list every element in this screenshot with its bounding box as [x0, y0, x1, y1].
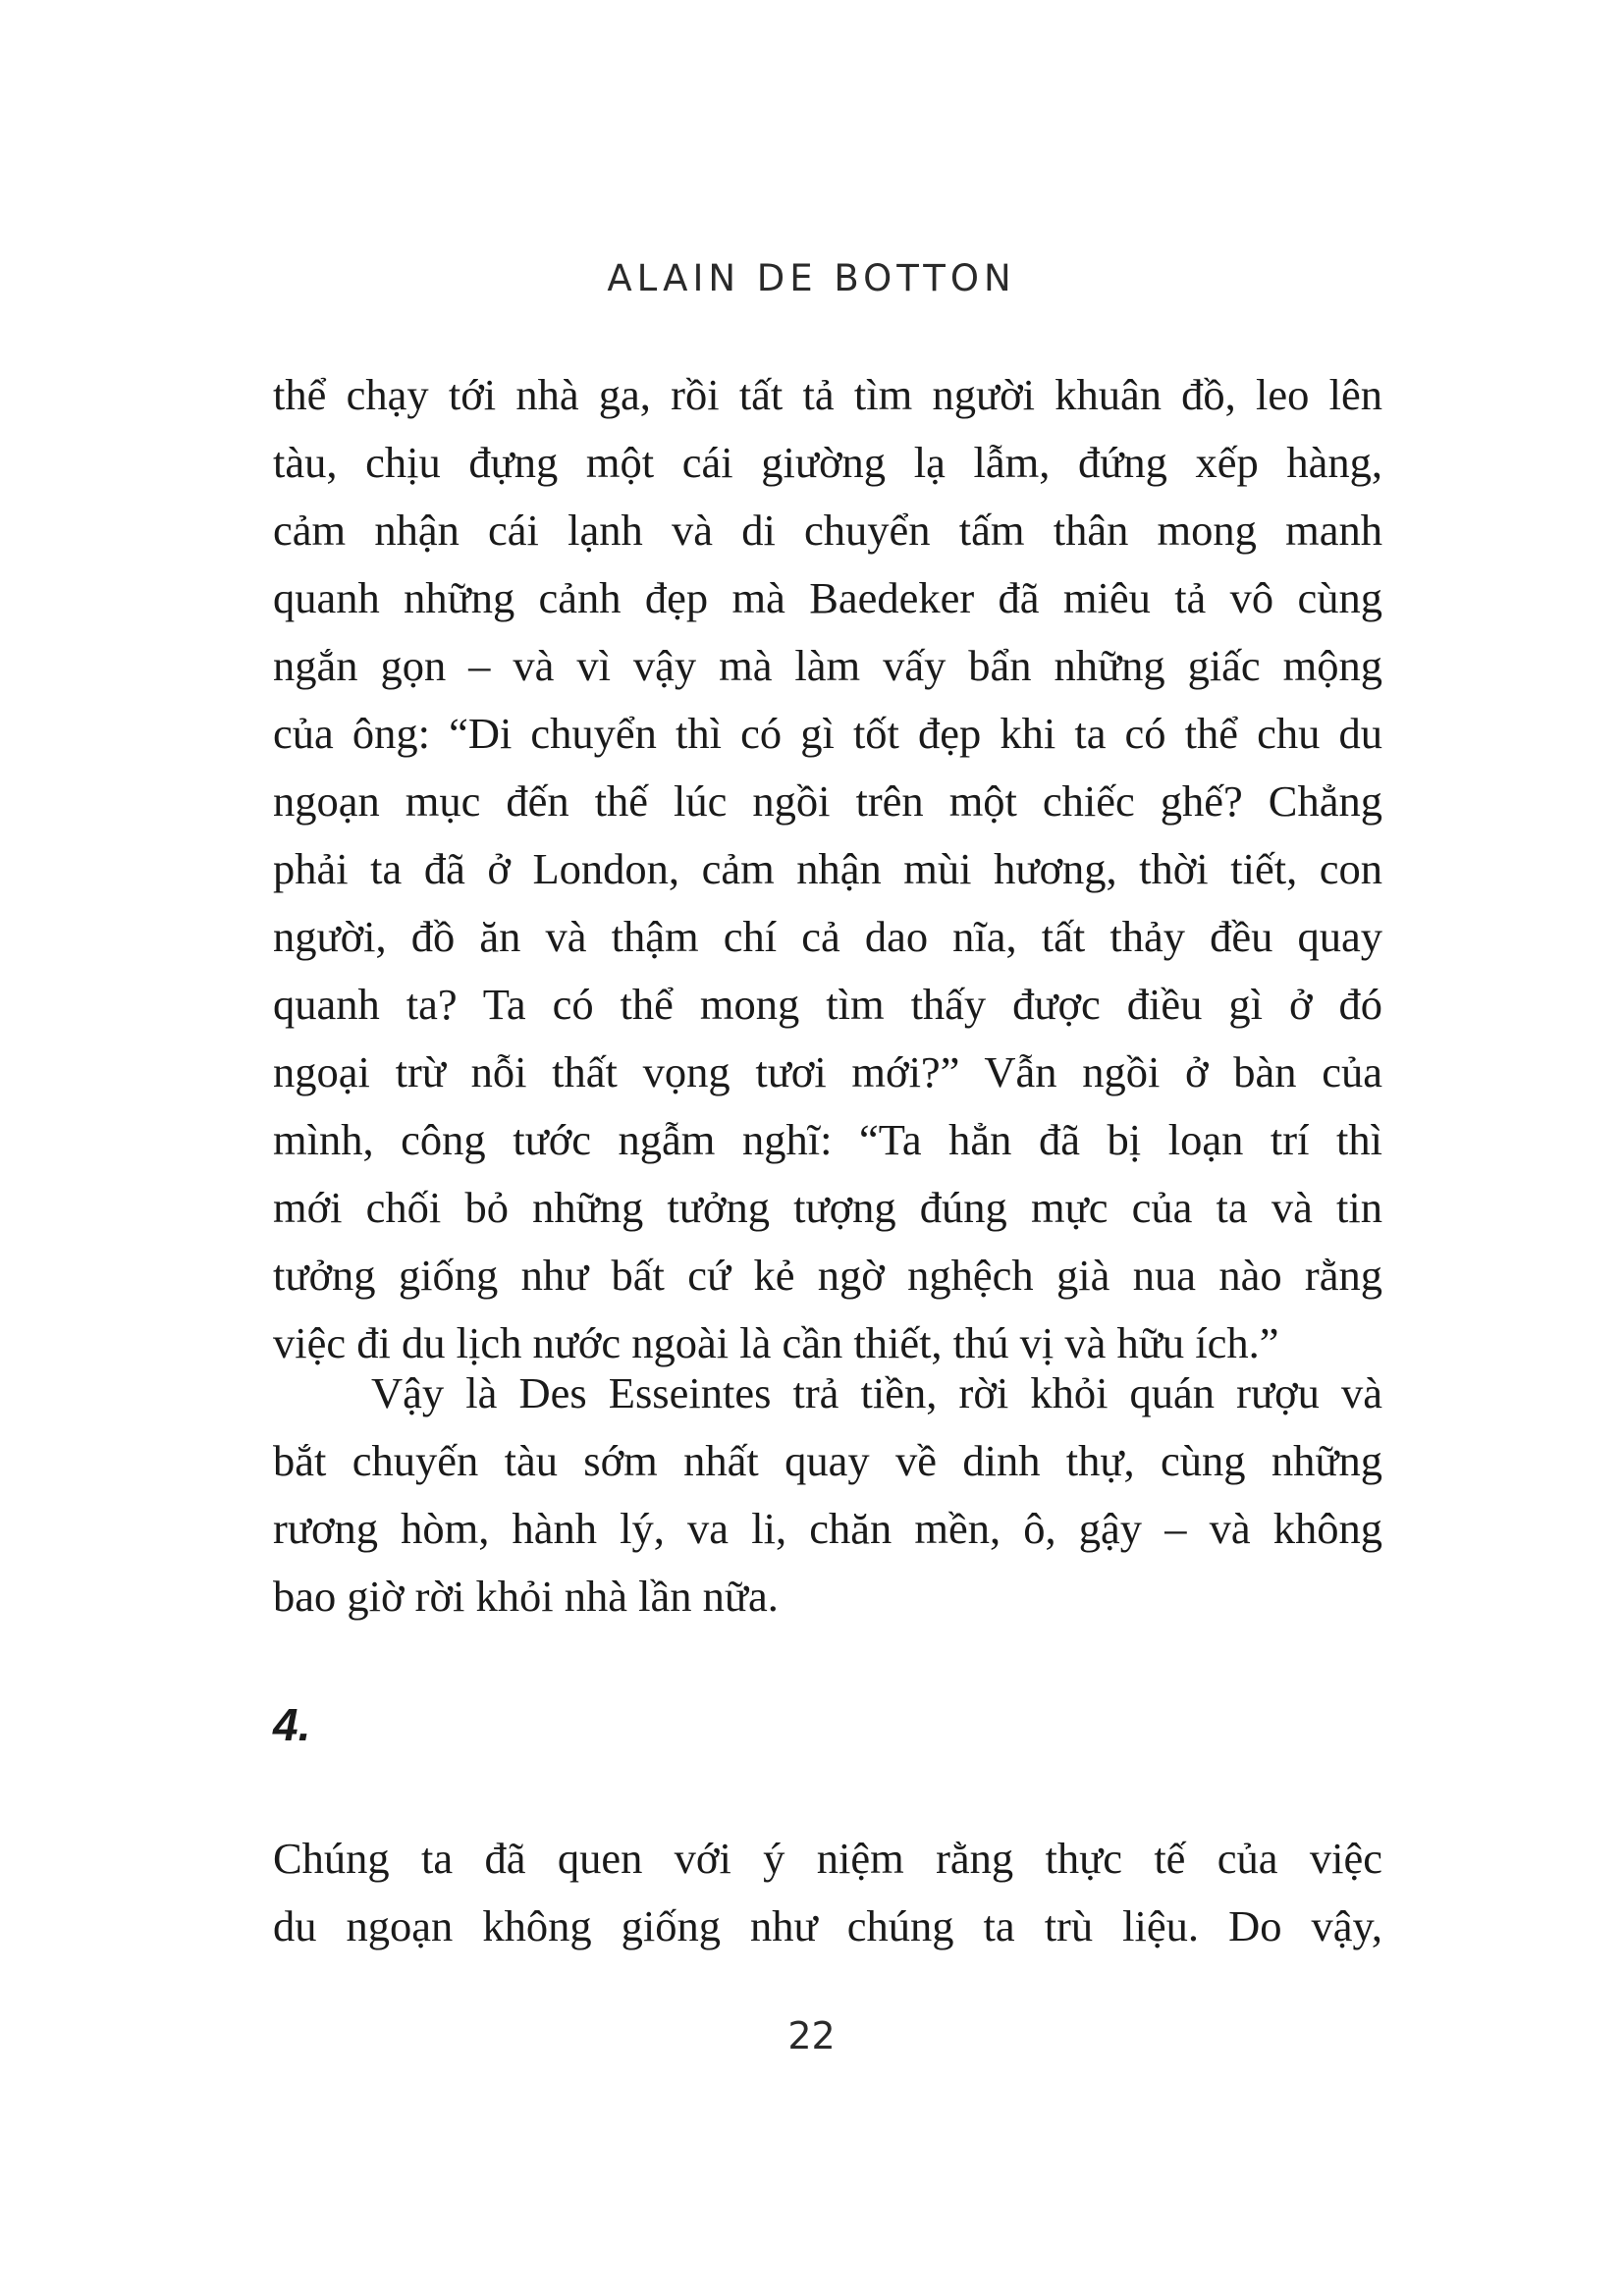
text-line: bắt chuyến tàu sớm nhất quay về dinh thự, cùng những	[273, 1436, 1382, 1485]
text-line: rương hòm, hành lý, va li, chăn mền, ô, gậy – và không	[273, 1504, 1382, 1553]
text-line: Chúng ta đã quen với ý niệm rằng thực tế của việc	[273, 1834, 1382, 1883]
section-number: 4.	[273, 1699, 311, 1750]
text-line: du ngoạn không giống như chúng ta trù liệu. Do vậy,	[273, 1901, 1382, 1950]
paragraph-section-4	[273, 1825, 1382, 1960]
text-line: bao giờ rời khỏi nhà lần nữa.	[273, 1572, 779, 1621]
text-line: ngoạn mục đến thế lúc ngồi trên một chiếc ghế? Chẳng	[273, 776, 1382, 826]
page-number: 22	[787, 2014, 836, 2057]
text-line: người, đồ ăn và thậm chí cả dao nĩa, tất thảy đều quay	[273, 912, 1382, 961]
paragraph-des-esseintes	[273, 1360, 1382, 1630]
text-line: việc đi du lịch nước ngoài là cần thiết, thú vị và hữu ích.”	[273, 1318, 1279, 1367]
text-line: tưởng giống như bất cứ kẻ ngờ nghệch già nua nào rằng	[273, 1251, 1382, 1300]
text-line: thể chạy tới nhà ga, rồi tất tả tìm người khuân đồ, leo lên	[273, 370, 1382, 419]
paragraph-continued	[273, 361, 1382, 1377]
text-line: Vậy là Des Esseintes trả tiền, rời khỏi quán rượu và	[371, 1368, 1382, 1417]
text-line: của ông: “Di chuyển thì có gì tốt đẹp khi ta có thể chu du	[273, 709, 1382, 758]
text-line: mới chối bỏ những tưởng tượng đúng mực của ta và tin	[273, 1183, 1382, 1232]
running-head: ALAIN DE BOTTON	[607, 257, 1016, 299]
text-line: ngoại trừ nỗi thất vọng tươi mới?” Vẫn ngồi ở bàn của	[273, 1047, 1382, 1096]
text-line: ngắn gọn – và vì vậy mà làm vấy bẩn những giấc mộng	[273, 641, 1382, 690]
text-line: mình, công tước ngẫm nghĩ: “Ta hẳn đã bị loạn trí thì	[273, 1115, 1382, 1164]
text-line: quanh những cảnh đẹp mà Baedeker đã miêu tả vô cùng	[273, 573, 1382, 622]
text-line: quanh ta? Ta có thể mong tìm thấy được điều gì ở đó	[273, 980, 1382, 1029]
text-line: tàu, chịu đựng một cái giường lạ lẫm, đứng xếp hàng,	[273, 438, 1382, 487]
text-line: phải ta đã ở London, cảm nhận mùi hương, thời tiết, con	[273, 844, 1382, 893]
text-line: cảm nhận cái lạnh và di chuyển tấm thân mong manh	[273, 506, 1382, 555]
